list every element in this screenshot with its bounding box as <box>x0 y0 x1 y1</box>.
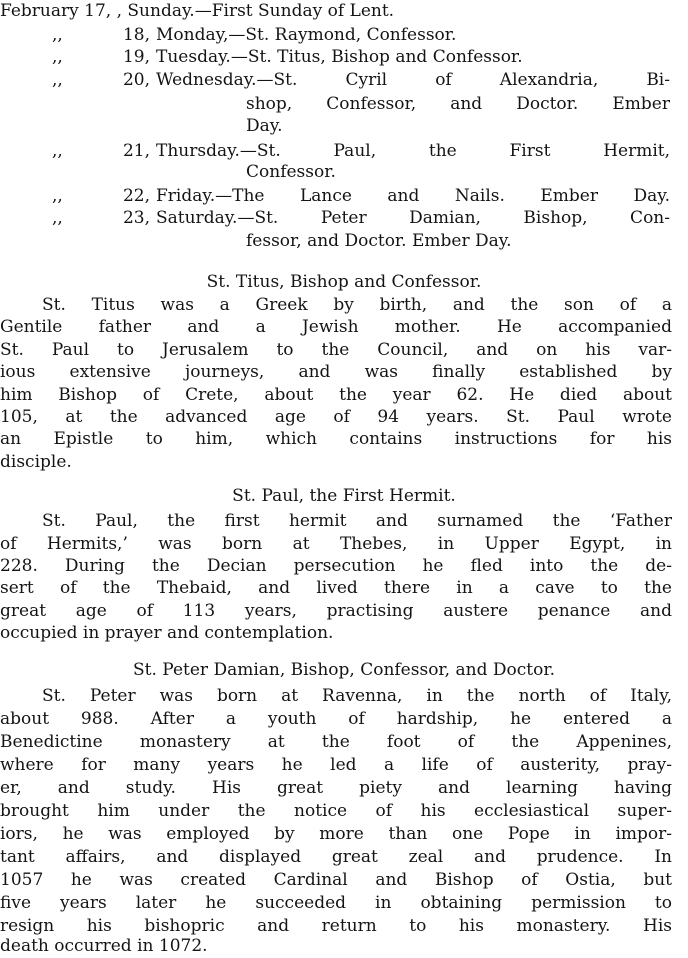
calendar-line <box>0 161 688 183</box>
paragraph-line: occupied in prayer and contemplation. <box>0 623 334 643</box>
calendar-text: Monday,—St. Raymond, Confessor. <box>156 25 457 45</box>
ditto-mark: ,, <box>52 25 63 45</box>
paragraph-line: 1057 he was created Cardinal and Bishop of Ostia, but <box>0 870 672 890</box>
calendar-line <box>0 230 688 252</box>
calendar-line <box>0 115 688 137</box>
calendar-text: shop, Confessor, and Doctor. Ember <box>246 94 670 114</box>
calendar-line <box>0 207 688 229</box>
calendar-text: Confessor. <box>246 162 336 182</box>
paragraph-line: tant affairs, and displayed great zeal and prudence. In <box>0 847 672 867</box>
section-heading: St. Titus, Bishop and Confessor. <box>206 272 482 292</box>
paragraph-line: death occurred in 1072. <box>0 936 208 956</box>
paragraph-line: where for many years he led a life of austerity, pray- <box>0 755 672 775</box>
paragraph-line: St. Peter was born at Ravenna, in the north of Italy, <box>42 686 672 706</box>
calendar-line <box>0 46 688 68</box>
paragraph-line: iors, he was employed by more than one Pope in impor- <box>0 824 672 844</box>
calendar-line <box>0 0 688 22</box>
paragraph-line: about 988. After a youth of hardship, he entered a <box>0 709 672 729</box>
calendar-line <box>0 140 688 162</box>
paragraph-line: of Hermits,’ was born at Thebes, in Upper Egypt, in <box>0 534 672 554</box>
paragraph-line: 105, at the advanced age of 94 years. St. Paul wrote <box>0 407 672 427</box>
calendar-line <box>0 185 688 207</box>
calendar-line <box>0 24 688 46</box>
calendar-line <box>0 93 688 115</box>
paragraph-line: 228. During the Decian persecution he fled into the de- <box>0 556 672 576</box>
calendar-text: Wednesday.—St. Cyril of Alexandria, Bi- <box>156 70 670 90</box>
ditto-mark: ,, <box>52 208 63 228</box>
calendar-text: fessor, and Doctor. Ember Day. <box>246 231 512 251</box>
paragraph-line: resign his bishopric and return to his monastery. His <box>0 916 672 936</box>
day-number: 21, <box>122 141 150 161</box>
section-heading: St. Peter Damian, Bishop, Confessor, and Doctor. <box>133 660 555 680</box>
ditto-mark: ,, <box>52 47 63 67</box>
paragraph-line: St. Titus was a Greek by birth, and the son of a <box>42 295 672 315</box>
paragraph-line: disciple. <box>0 452 72 472</box>
paragraph-line: St. Paul, the first hermit and surnamed the ‘Father <box>42 511 672 531</box>
ditto-mark: ,, <box>52 186 63 206</box>
day-number: 22, <box>122 186 150 206</box>
day-number: 18, <box>122 25 150 45</box>
ditto-mark: ,, <box>52 70 63 90</box>
ditto-mark: ,, <box>52 141 63 161</box>
day-number: 23, <box>122 208 150 228</box>
paragraph-line: great age of 113 years, practising austere penance and <box>0 601 672 621</box>
calendar-text: Day. <box>246 116 283 136</box>
day-number: 20, <box>122 70 150 90</box>
section-heading: St. Paul, the First Hermit. <box>232 486 456 506</box>
calendar-text: Saturday.—St. Peter Damian, Bishop, Con- <box>156 208 670 228</box>
paragraph-line: er, and study. His great piety and learning having <box>0 778 672 798</box>
calendar-line <box>0 69 688 91</box>
calendar-text: Tuesday.—St. Titus, Bishop and Confessor. <box>156 47 523 67</box>
paragraph-line: him Bishop of Crete, about the year 62. He died about <box>0 385 672 405</box>
calendar-text: Thursday.—St. Paul, the First Hermit, <box>156 141 670 161</box>
paragraph-line: Benedictine monastery at the foot of the Appenines, <box>0 732 672 752</box>
paragraph-line: five years later he succeeded in obtaining permission to <box>0 893 672 913</box>
paragraph-line: an Epistle to him, which contains instructions for his <box>0 429 672 449</box>
paragraph-line: ious extensive journeys, and was finally established by <box>0 362 672 382</box>
calendar-text: February 17, , Sunday.—First Sunday of Lent. <box>0 1 395 21</box>
calendar-text: Friday.—The Lance and Nails. Ember Day. <box>156 186 670 206</box>
paragraph-line: St. Paul to Jerusalem to the Council, and on his var- <box>0 340 672 360</box>
paragraph-line: sert of the Thebaid, and lived there in a cave to the <box>0 578 672 598</box>
paragraph-line: brought him under the notice of his ecclesiastical super- <box>0 801 672 821</box>
day-number: 19, <box>122 47 150 67</box>
paragraph-line: Gentile father and a Jewish mother. He accompanied <box>0 317 672 337</box>
